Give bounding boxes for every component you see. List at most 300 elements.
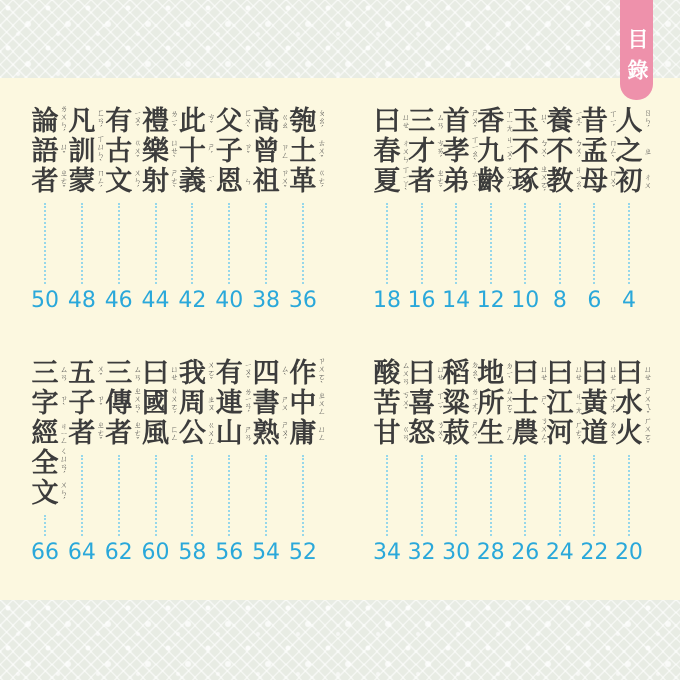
entry-char-cell — [142, 386, 180, 420]
zhuyin-annotation: ㄌㄧㄢˊ — [243, 387, 253, 419]
toc-entry[interactable] — [178, 105, 216, 313]
entry-char-cell — [31, 387, 69, 419]
zhuyin-annotation: ㄏㄨㄤˊ — [608, 386, 618, 420]
title-character: 者 — [105, 417, 133, 449]
dotted-leader — [155, 455, 157, 536]
entry-title — [68, 105, 106, 197]
dotted-leader — [386, 455, 388, 536]
toc-entry[interactable] — [546, 105, 584, 313]
zhuyin-annotation: ㄓㄨㄥ — [317, 391, 327, 415]
zhuyin-annotation: ㄇㄥˋ — [608, 138, 618, 164]
zhuyin-annotation: ㄍㄠ — [280, 113, 290, 129]
title-character: 書 — [252, 387, 280, 419]
toc-entry[interactable] — [31, 357, 69, 565]
toc-entry[interactable] — [580, 357, 618, 565]
page-number: 28 — [476, 540, 505, 565]
zhuyin-annotation: ㄏㄜˊ — [574, 420, 584, 446]
title-character: 江 — [546, 387, 574, 419]
entry-char-cell — [215, 135, 253, 167]
toc-entry[interactable] — [141, 357, 180, 565]
entry-char-cell — [408, 417, 446, 449]
zhuyin-annotation: ㄒㄧㄠˋ — [470, 135, 480, 167]
zhuyin-annotation: ㄕˊ — [206, 142, 216, 160]
entry-char-cell — [215, 417, 253, 449]
title-character: 三 — [105, 357, 133, 389]
title-character: 香 — [477, 105, 505, 137]
contents-tab[interactable] — [620, 0, 653, 100]
toc-entry[interactable] — [442, 105, 480, 313]
toc-entry[interactable] — [407, 105, 446, 313]
dotted-leader — [524, 203, 526, 284]
zhuyin-annotation: ㄩㄝ — [401, 113, 411, 129]
entry-char-cell — [408, 165, 446, 197]
zhuyin-annotation: ㄒㄩㄣˋ — [96, 134, 106, 168]
title-character: 者 — [408, 165, 436, 197]
page-number: 30 — [442, 540, 471, 565]
entry-char-cell — [68, 105, 106, 137]
entry-char-cell — [615, 357, 653, 389]
page-number: 32 — [407, 540, 436, 565]
toc-entry[interactable] — [104, 105, 143, 313]
title-character: 琢 — [511, 165, 539, 197]
zhuyin-annotation: ㄈㄨˋ — [243, 108, 253, 134]
title-character: 喜 — [408, 387, 436, 419]
toc-entry[interactable] — [252, 105, 290, 313]
dotted-leader — [265, 203, 267, 284]
entry-char-cell — [31, 417, 69, 449]
zhuyin-annotation: ㄙㄢ — [133, 365, 143, 381]
page-number: 64 — [67, 540, 96, 565]
entry-char-cell — [373, 387, 411, 419]
entry-char-cell — [546, 165, 584, 197]
dotted-leader — [302, 455, 304, 536]
zhuyin-annotation: ㄕㄨㄟˇ — [643, 386, 653, 420]
toc-group-bottom-right — [373, 357, 653, 565]
zhuyin-annotation: ㄧㄡˇ — [133, 109, 143, 133]
entry-char-cell — [31, 477, 69, 509]
page-number: 46 — [104, 288, 133, 313]
title-character: 十 — [178, 135, 206, 167]
title-character: 父 — [215, 105, 243, 137]
dotted-leader — [628, 455, 630, 536]
zhuyin-annotation: ㄋㄨㄥˊ — [539, 416, 549, 450]
entry-char-cell — [31, 357, 69, 389]
title-character: 連 — [215, 387, 243, 419]
entry-char-cell — [580, 165, 618, 197]
zhuyin-annotation: ㄨㄣˊ — [133, 168, 143, 194]
zhuyin-annotation: ㄧˋ — [206, 173, 216, 189]
zhuyin-annotation: ㄆㄠˊ — [317, 108, 327, 134]
title-character: 夏 — [373, 165, 401, 197]
zhuyin-annotation: ㄒㄧㄚˋ — [401, 165, 411, 197]
entry-title — [511, 357, 549, 450]
toc-entry[interactable] — [442, 357, 480, 565]
title-character: 所 — [477, 387, 505, 419]
title-character: 地 — [477, 357, 505, 389]
title-character: 三 — [31, 357, 59, 389]
title-character: 教 — [546, 165, 574, 197]
page-number: 42 — [178, 288, 207, 313]
page-number: 10 — [511, 288, 540, 313]
title-character: 養 — [546, 105, 574, 137]
page-number: 16 — [407, 288, 436, 313]
entry-title — [178, 357, 216, 449]
title-character: 菽 — [442, 417, 470, 449]
title-character: 玉 — [511, 105, 539, 137]
zhuyin-annotation: ㄧㄤˇ — [574, 109, 584, 133]
zhuyin-annotation: ㄩㄝ — [574, 365, 584, 381]
contents-tab-label: 目錄 — [625, 28, 649, 90]
entry-char-cell — [289, 105, 327, 137]
title-character: 此 — [178, 105, 206, 137]
page-number: 58 — [178, 540, 207, 565]
toc-entry[interactable] — [545, 357, 584, 565]
zhuyin-annotation: ㄌㄧㄤˊ — [470, 387, 480, 419]
entry-title — [215, 357, 253, 449]
zhuyin-annotation: ㄎㄨˇ — [401, 390, 411, 416]
entry-char-cell — [142, 417, 180, 449]
toc-entry[interactable] — [252, 357, 290, 565]
title-character: 者 — [31, 165, 59, 197]
title-character: 子 — [215, 135, 243, 167]
title-character: 生 — [477, 417, 505, 449]
zhuyin-annotation: ㄒㄧˇ — [436, 391, 446, 415]
title-character: 文 — [31, 477, 59, 509]
zhuyin-annotation: ㄕㄨ — [280, 395, 290, 411]
zhuyin-annotation: ㄗˇ — [96, 394, 106, 412]
title-character: 齡 — [477, 165, 505, 197]
toc-group-top-right — [373, 105, 653, 313]
title-character: 祖 — [252, 165, 280, 197]
entry-char-cell — [68, 134, 106, 168]
entry-title — [289, 356, 327, 449]
title-character: 孝 — [442, 135, 470, 167]
zhuyin-annotation: ㄍㄨㄛˊ — [170, 386, 180, 420]
title-character: 曰 — [511, 357, 539, 389]
entry-char-cell — [580, 386, 618, 420]
title-character: 庸 — [289, 417, 317, 449]
toc-entry[interactable] — [141, 105, 180, 313]
title-character: 全 — [31, 447, 59, 479]
dotted-leader — [455, 203, 457, 284]
entry-title — [252, 105, 290, 197]
dotted-leader — [228, 455, 230, 536]
zhuyin-annotation: ㄓ — [643, 147, 653, 155]
entry-char-cell — [442, 387, 480, 419]
entry-title — [178, 105, 216, 197]
zhuyin-annotation: ㄩˇ — [59, 142, 69, 160]
zhuyin-annotation: ㄐㄧㄥ — [59, 421, 69, 445]
entry-char-cell — [178, 105, 216, 137]
entry-char-cell — [373, 357, 411, 389]
entry-char-cell — [546, 105, 584, 137]
entry-title — [105, 357, 143, 449]
page-number: 56 — [215, 540, 244, 565]
zhuyin-annotation: ㄗㄨˇ — [280, 168, 290, 194]
zhuyin-annotation: ㄈㄢˊ — [96, 108, 106, 134]
page-number: 40 — [215, 288, 244, 313]
entry-title — [142, 357, 180, 449]
entry-title — [31, 357, 69, 509]
title-character: 昔 — [580, 105, 608, 137]
page-number: 52 — [288, 540, 317, 565]
title-character: 古 — [105, 135, 133, 167]
entry-title — [289, 105, 327, 197]
zhuyin-annotation: ㄖㄣˊ — [643, 108, 653, 134]
toc-entry[interactable] — [104, 357, 143, 565]
entry-title — [477, 105, 515, 197]
dotted-leader — [81, 455, 83, 536]
title-character: 三 — [408, 105, 436, 137]
dotted-leader — [118, 455, 120, 536]
zhuyin-annotation: ㄓㄨㄛˊ — [539, 164, 549, 198]
toc-entry[interactable] — [67, 357, 106, 565]
toc-entry[interactable] — [373, 357, 411, 565]
zhuyin-annotation: ㄓㄨㄢˋ — [133, 386, 143, 420]
entry-char-cell — [215, 105, 253, 137]
toc-entry[interactable] — [476, 105, 515, 313]
zhuyin-annotation: ㄐㄧㄡˇ — [505, 135, 515, 167]
title-character: 四 — [252, 357, 280, 389]
title-character: 公 — [178, 417, 206, 449]
entry-char-cell — [511, 357, 549, 389]
zhuyin-annotation: ㄗㄨㄛˋ — [317, 356, 327, 390]
entry-char-cell — [105, 135, 143, 167]
entry-char-cell — [289, 135, 327, 167]
entry-char-cell — [289, 417, 327, 449]
entry-char-cell — [373, 135, 411, 167]
entry-char-cell — [142, 105, 180, 137]
toc-entry[interactable] — [511, 105, 549, 313]
zhuyin-annotation: ㄊㄨˇ — [317, 138, 327, 164]
title-character: 字 — [31, 387, 59, 419]
zhuyin-annotation: ㄅㄨˊ — [574, 138, 584, 164]
title-character: 曰 — [546, 357, 574, 389]
entry-char-cell — [105, 105, 143, 137]
entry-title — [546, 357, 584, 449]
entry-char-cell — [511, 135, 549, 167]
title-character: 禮 — [142, 105, 170, 137]
title-character: 土 — [289, 135, 317, 167]
entry-char-cell — [408, 387, 446, 419]
entry-char-cell — [68, 387, 106, 419]
dotted-leader — [593, 203, 595, 284]
entry-char-cell — [442, 105, 480, 137]
entry-char-cell — [178, 165, 216, 197]
title-character: 水 — [615, 387, 643, 419]
entry-char-cell — [215, 357, 253, 389]
zhuyin-annotation: ㄗㄥ — [280, 143, 290, 159]
zhuyin-annotation: ㄉㄠˋ — [470, 360, 480, 386]
toc-group-top-left — [31, 104, 327, 313]
dotted-leader — [524, 455, 526, 536]
dotted-leader — [490, 203, 492, 284]
zhuyin-annotation: ㄈㄥ — [170, 425, 180, 441]
entry-char-cell — [31, 104, 69, 138]
toc-entry[interactable] — [288, 356, 327, 565]
toc-entry[interactable] — [215, 105, 253, 313]
entry-title — [373, 357, 411, 449]
entry-char-cell — [252, 417, 290, 449]
title-character: 弟 — [442, 165, 470, 197]
entry-title — [615, 105, 653, 197]
toc-entry[interactable] — [615, 105, 653, 313]
page-number: 66 — [31, 540, 59, 565]
entry-char-cell — [68, 165, 106, 197]
zhuyin-annotation: ㄍㄢ — [401, 425, 411, 441]
title-character: 蒙 — [68, 165, 96, 197]
toc-entry[interactable] — [373, 105, 411, 313]
toc-entry[interactable] — [580, 105, 618, 313]
entry-char-cell — [105, 386, 143, 420]
entry-char-cell — [289, 387, 327, 419]
dotted-leader — [559, 203, 561, 284]
title-character: 語 — [31, 135, 59, 167]
dotted-leader — [191, 203, 193, 284]
entry-char-cell — [615, 135, 653, 167]
title-character: 曰 — [373, 105, 401, 137]
entry-char-cell — [142, 135, 180, 167]
zhuyin-annotation: ㄩㄝ — [608, 365, 618, 381]
dotted-leader — [421, 203, 423, 284]
zhuyin-annotation: ㄐㄧㄤ — [574, 391, 584, 415]
entry-title — [215, 105, 253, 197]
toc-entry[interactable] — [511, 357, 549, 565]
zhuyin-annotation: ㄌㄨㄣˊ — [59, 104, 69, 138]
toc-entry[interactable] — [178, 357, 216, 565]
title-character: 中 — [289, 387, 317, 419]
title-character: 訓 — [68, 135, 96, 167]
page-number: 24 — [545, 540, 574, 565]
zhuyin-annotation: ㄏㄨㄛˇ — [643, 416, 653, 450]
zhuyin-annotation: ㄩㄝ — [436, 365, 446, 381]
zhuyin-annotation: ㄓㄜˇ — [96, 420, 106, 446]
title-character: 五 — [68, 357, 96, 389]
zhuyin-annotation: ㄕㄢ — [243, 425, 253, 441]
title-character: 恩 — [215, 165, 243, 197]
entry-title — [68, 357, 106, 449]
entry-char-cell — [615, 165, 653, 197]
entry-title — [442, 105, 480, 197]
zhuyin-annotation: ㄋㄨˋ — [436, 420, 446, 446]
entry-char-cell — [373, 165, 411, 197]
title-character: 經 — [31, 417, 59, 449]
zhuyin-annotation: ㄕㄜˋ — [170, 168, 180, 194]
page-number: 38 — [252, 288, 281, 313]
title-character: 曾 — [252, 135, 280, 167]
title-character: 粱 — [442, 387, 470, 419]
zhuyin-annotation: ㄍㄨˇ — [133, 138, 143, 164]
title-character: 射 — [142, 165, 170, 197]
dotted-leader — [421, 455, 423, 536]
entry-title — [373, 105, 411, 197]
entry-title — [408, 105, 446, 197]
dotted-leader — [628, 203, 630, 284]
title-character: 高 — [252, 105, 280, 137]
title-character: 河 — [546, 417, 574, 449]
dotted-leader — [191, 455, 193, 536]
title-character: 苦 — [373, 387, 401, 419]
entry-title — [105, 105, 143, 197]
zhuyin-annotation: ㄩㄥ — [317, 425, 327, 441]
zhuyin-annotation: ㄩㄝ — [643, 365, 653, 381]
entry-char-cell — [178, 135, 216, 167]
toc-group-bottom-left — [31, 356, 327, 565]
entry-title — [252, 357, 290, 449]
dotted-leader — [559, 455, 561, 536]
zhuyin-annotation: ㄒㄧˊ — [608, 109, 618, 133]
zhuyin-annotation: ㄓㄜˇ — [436, 168, 446, 194]
zhuyin-annotation: ㄕㄨˊ — [470, 420, 480, 446]
zhuyin-annotation: ㄒㄧㄤ — [505, 109, 515, 133]
entry-char-cell — [615, 105, 653, 137]
zhuyin-annotation: ㄓㄡ — [206, 395, 216, 411]
toc-entry[interactable] — [614, 357, 653, 565]
entry-char-cell — [580, 105, 618, 137]
entry-title — [408, 357, 446, 449]
zhuyin-annotation: ㄩˋ — [539, 112, 549, 130]
toc-entry[interactable] — [31, 104, 69, 313]
entry-char-cell — [580, 417, 618, 449]
toc-entry[interactable] — [67, 105, 106, 313]
entry-char-cell — [215, 387, 253, 419]
entry-char-cell — [105, 417, 143, 449]
entry-char-cell — [408, 105, 446, 137]
zhuyin-annotation: ㄕㄡˇ — [470, 108, 480, 134]
entry-char-cell — [178, 417, 216, 449]
zhuyin-annotation: ㄉㄧˋ — [505, 361, 515, 385]
dotted-leader — [490, 455, 492, 536]
page-number: 6 — [587, 288, 602, 313]
title-character: 怒 — [408, 417, 436, 449]
zhuyin-annotation: ㄔㄨ — [643, 173, 653, 189]
title-character: 風 — [142, 417, 170, 449]
toc-entry[interactable] — [476, 357, 515, 565]
toc-entry[interactable] — [407, 357, 446, 565]
zhuyin-annotation: ㄩㄝˋ — [170, 138, 180, 164]
toc-entry[interactable] — [215, 357, 253, 565]
page-number: 8 — [552, 288, 567, 313]
title-character: 母 — [580, 165, 608, 197]
title-character: 論 — [31, 105, 59, 137]
bottom-border-pattern — [0, 600, 680, 680]
entry-char-cell — [373, 417, 411, 449]
zhuyin-annotation: ㄌㄧㄥˊ — [505, 165, 515, 197]
page-number: 44 — [141, 288, 170, 313]
entry-char-cell — [408, 357, 446, 389]
zhuyin-annotation: ㄙㄨㄢ — [401, 361, 411, 385]
zhuyin-annotation: ㄙㄢ — [436, 113, 446, 129]
title-character: 我 — [178, 357, 206, 389]
top-border-pattern — [0, 0, 680, 78]
title-character: 曰 — [580, 357, 608, 389]
entry-char-cell — [373, 105, 411, 137]
toc-entry[interactable] — [288, 105, 327, 313]
zhuyin-annotation: ㄑㄩㄢˊ — [59, 446, 69, 480]
title-character: 甘 — [373, 417, 401, 449]
entry-char-cell — [511, 164, 549, 198]
title-character: 道 — [580, 417, 608, 449]
page-number: 48 — [67, 288, 96, 313]
title-character: 凡 — [68, 105, 96, 137]
title-character: 匏 — [289, 105, 317, 137]
zhuyin-annotation: ㄍㄜˊ — [317, 168, 327, 194]
zhuyin-annotation: ㄗˇ — [243, 142, 253, 160]
zhuyin-annotation: ㄌㄧˇ — [170, 109, 180, 133]
entry-char-cell — [31, 135, 69, 167]
title-character: 作 — [289, 357, 317, 389]
entry-char-cell — [477, 105, 515, 137]
